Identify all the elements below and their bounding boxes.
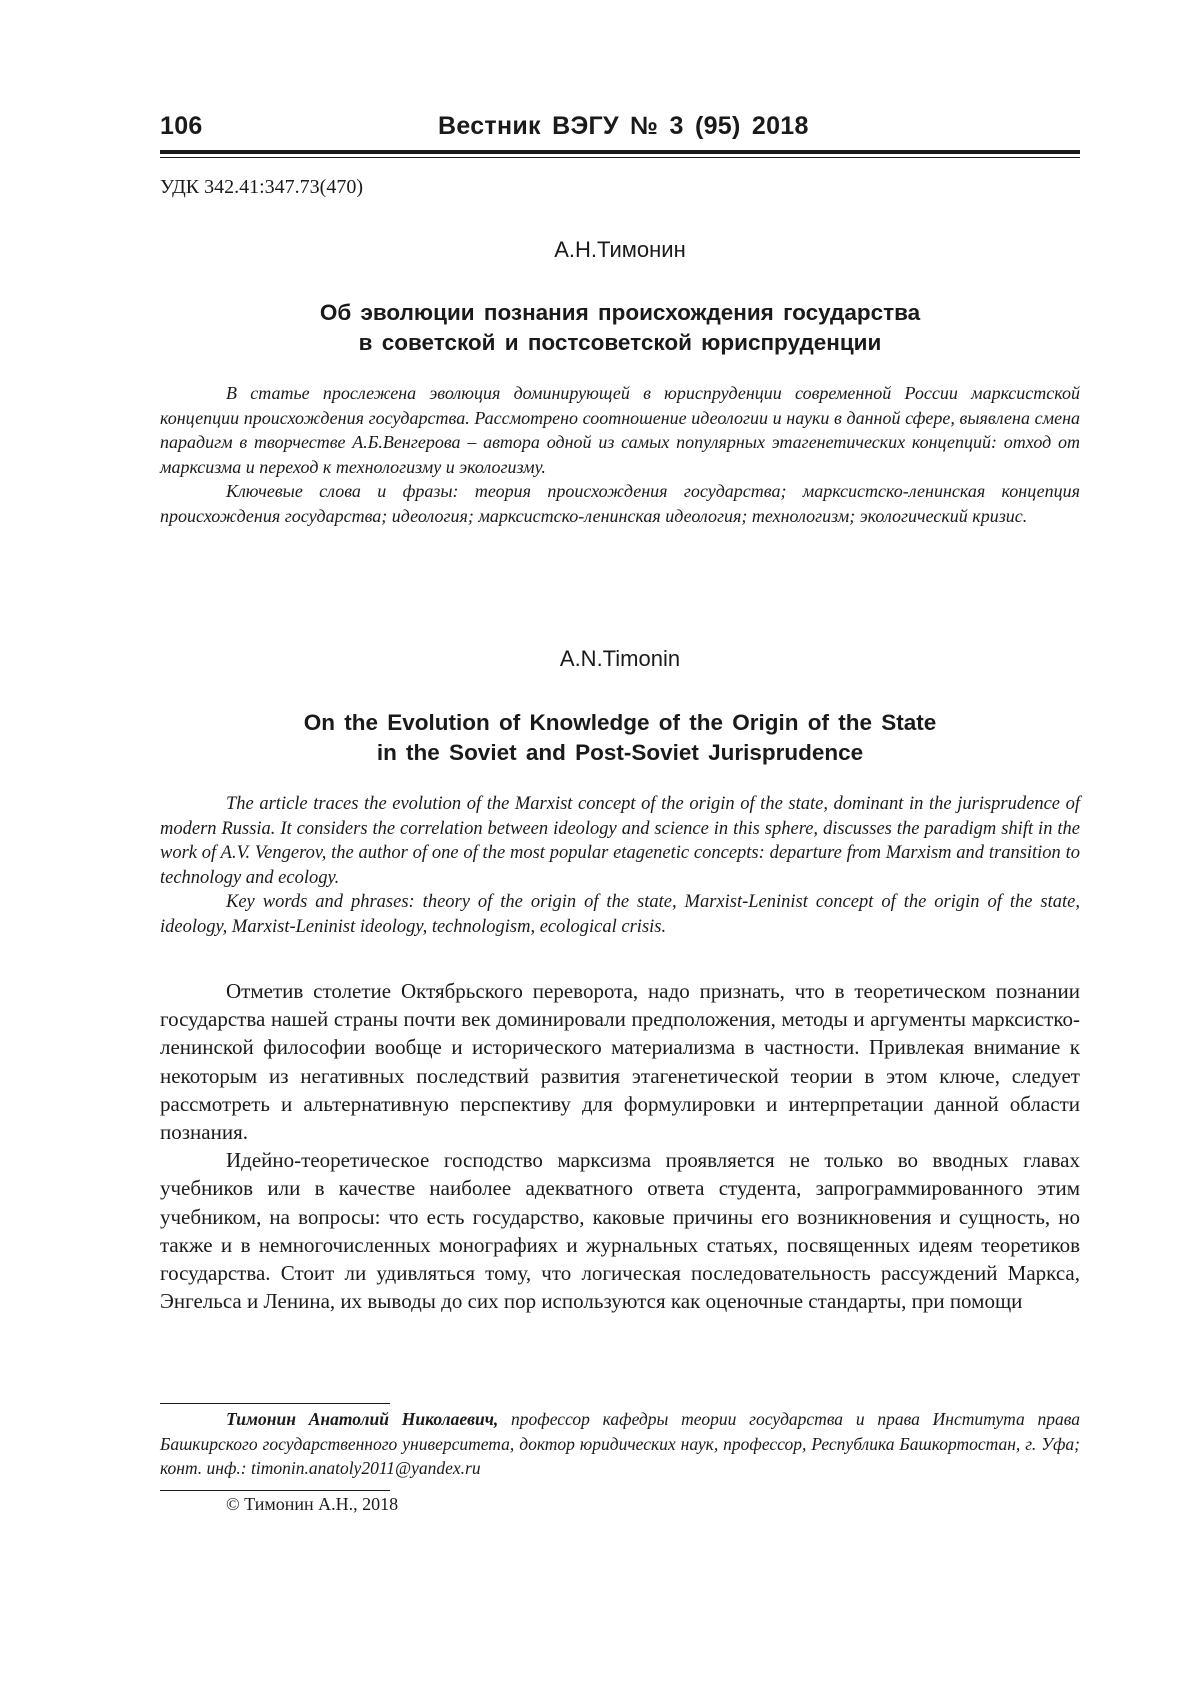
body-paragraph-1: Отметив столетие Октябрьского переворота, надо признать, что в теоретическом познании государства нашей страны почти век доминировали предположения, методы и аргументы марксистко-ленинской философии вообще и исторического материализма в частности. Привлекая внимание к некоторым из негативных последствий развития этагенетической теории в этом ключе, следует рассмотреть и альтернативную перспективу для формулировки и интерпретации данной области познания. [160,979,1080,1145]
title-ru-line2: в советской и постсоветской юриспруденции [358,330,882,355]
author-en: A.N.Timonin [559,646,681,671]
title-en-line1: On the Evolution of Knowledge of the Origin of the State [303,710,937,735]
running-header [160,112,1080,152]
footnote-author-info: профессор кафедры теории государства и права Института права Башкирского государственного университета, доктор юридических наук, профессор, Республика Башкортостан, г. Уфа; конт. инф.: timonin.anatoly2011@yandex.ru [160,1409,1080,1478]
header-rule-thin [160,157,1080,158]
abstract-en [160,792,1080,939]
header-rule-thick [160,150,1080,154]
body-paragraph-2: Идейно-теоретическое господство марксизма проявляется не только во вводных главах учебников или в качестве наиболее адекватного ответа студента, запрограммированного этим учебником, на вопросы: что есть государство, каковые причины его возникновения и сущность, но также и в немногочисленных монографиях и журнальных статьях, посвященных идеям теоретиков государства. Стоит ли удивляться тому, что логическая последовательность рассуждений Маркса, Энгельса и Ленина, их выводы до сих пор используются как оценочные стандарты, при помощи [160,1148,1080,1314]
page-number: 106 [160,112,203,140]
keywords-ru: Ключевые слова и фразы: теория происхождения государства; марксистско-ленинская концепция происхождения государства; идеология; марксистско-ленинская идеология; технологизм; экологический кризис. [160,481,1080,526]
keywords-en: Key words and phrases: theory of the origin of the state, Marxist-Leninist concept of the origin of the state, ideology, Marxist-Leninist ideology, technologism, ecological crisis. [160,892,1080,937]
copyright-rule [160,1490,390,1491]
footnote-author-name: Тимонин Анатолий Николаевич, [226,1409,499,1429]
abstract-ru [160,381,1080,528]
abstract-ru-text: В статье прослежена эволюция доминирующей в юриспруденции современной России марксистской концепции происхождения государства. Рассмотрено соотношение идеологии и науки в данной сфере, выявлена смена парадигм в творчестве А.Б.Венгерова – автора одной из самых популярных этагенетических концепций: отход от марксизма и переход к технологизму и экологизму. [160,383,1080,477]
title-en-line2: in the Soviet and Post-Soviet Jurisprudence [376,740,864,765]
author-ru: А.Н.Тимонин [554,237,686,262]
title-ru [160,298,1080,358]
udk-code: УДК 342.41:347.73(470) [160,176,363,198]
footnote-rule [160,1403,390,1404]
copyright-notice: © Тимонин А.Н., 2018 [226,1494,399,1514]
title-en [160,708,1080,768]
footnote-paragraph [160,1407,1080,1481]
article-body [160,977,1080,1315]
abstract-en-text: The article traces the evolution of the Marxist concept of the origin of the state, dominant in the jurisprudence of modern Russia. It considers the correlation between ideology and science in this sphere, discusses the paradigm shift in the work of A.V. Vengerov, the author of one of the most popular etagenetic concepts: departure from Marxism and transition to technology and ecology. [160,794,1080,888]
title-ru-line1: Об эволюции познания происхождения государства [319,300,921,325]
author-footnote [160,1407,1080,1481]
journal-title: Вестник ВЭГУ № 3 (95) 2018 [438,112,809,140]
